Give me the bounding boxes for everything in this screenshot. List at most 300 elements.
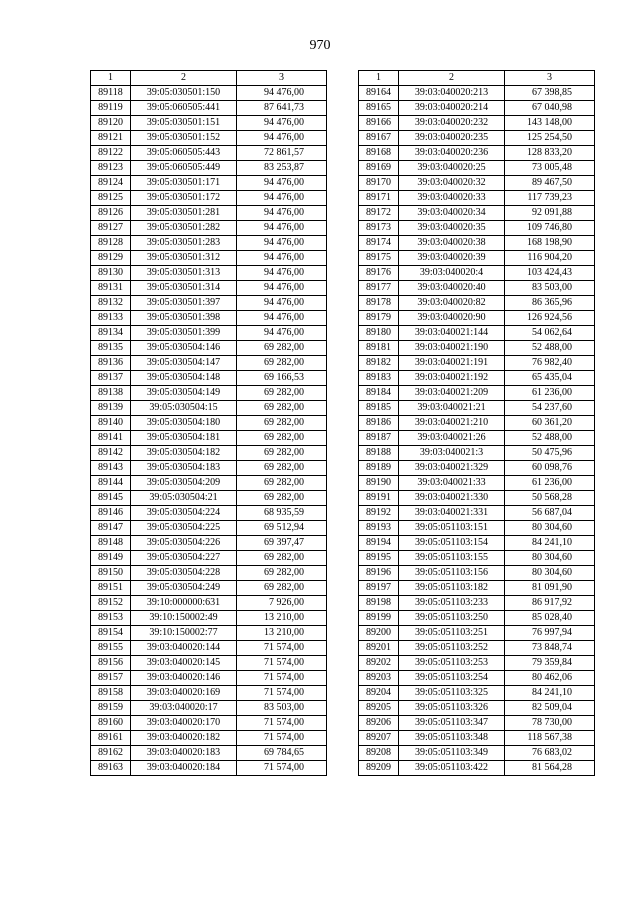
row-number-cell: 89129 [91, 251, 131, 266]
row-number-cell: 89181 [359, 341, 399, 356]
table-row [359, 716, 595, 731]
value-cell: 69 282,00 [237, 551, 327, 566]
value-cell: 94 476,00 [237, 311, 327, 326]
row-number-cell: 89154 [91, 626, 131, 641]
table-row [91, 686, 327, 701]
row-number-cell: 89184 [359, 386, 399, 401]
cadastral-number-cell: 39:05:030501:314 [131, 281, 237, 296]
table-row [91, 131, 327, 146]
row-number-cell: 89165 [359, 101, 399, 116]
value-cell: 7 926,00 [237, 596, 327, 611]
row-number-cell: 89130 [91, 266, 131, 281]
value-cell: 54 062,64 [505, 326, 595, 341]
table-row [91, 491, 327, 506]
row-number-cell: 89146 [91, 506, 131, 521]
value-cell: 67 398,85 [505, 86, 595, 101]
row-number-cell: 89209 [359, 761, 399, 776]
value-cell: 72 861,57 [237, 146, 327, 161]
value-cell: 69 282,00 [237, 386, 327, 401]
cadastral-number-cell: 39:03:040020:184 [131, 761, 237, 776]
table-row [359, 206, 595, 221]
table-row [359, 626, 595, 641]
row-number-cell: 89156 [91, 656, 131, 671]
value-cell: 80 304,60 [505, 521, 595, 536]
row-number-cell: 89198 [359, 596, 399, 611]
cadastral-number-cell: 39:05:051103:156 [399, 566, 505, 581]
table-row [91, 536, 327, 551]
cadastral-number-cell: 39:05:030504:225 [131, 521, 237, 536]
cadastral-number-cell: 39:03:040021:192 [399, 371, 505, 386]
value-cell: 69 282,00 [237, 461, 327, 476]
cadastral-number-cell: 39:03:040020:32 [399, 176, 505, 191]
table-row [91, 266, 327, 281]
row-number-cell: 89139 [91, 401, 131, 416]
value-cell: 84 241,10 [505, 686, 595, 701]
table-row [359, 101, 595, 116]
table-row [359, 221, 595, 236]
value-cell: 92 091,88 [505, 206, 595, 221]
cadastral-number-cell: 39:05:060505:449 [131, 161, 237, 176]
cadastral-number-cell: 39:05:051103:326 [399, 701, 505, 716]
cadastral-number-cell: 39:03:040021:26 [399, 431, 505, 446]
row-number-cell: 89143 [91, 461, 131, 476]
row-number-cell: 89163 [91, 761, 131, 776]
table-row [91, 431, 327, 446]
row-number-cell: 89170 [359, 176, 399, 191]
table-row [359, 176, 595, 191]
table-right-body [359, 86, 595, 776]
cadastral-number-cell: 39:05:030504:182 [131, 446, 237, 461]
cadastral-number-cell: 39:05:030504:249 [131, 581, 237, 596]
cadastral-number-cell: 39:03:040020:39 [399, 251, 505, 266]
cadastral-number-cell: 39:05:030504:226 [131, 536, 237, 551]
row-number-cell: 89180 [359, 326, 399, 341]
table-row [359, 566, 595, 581]
row-number-cell: 89162 [91, 746, 131, 761]
table-row [359, 686, 595, 701]
row-number-cell: 89200 [359, 626, 399, 641]
value-cell: 128 833,20 [505, 146, 595, 161]
table-row [91, 281, 327, 296]
table-row [359, 146, 595, 161]
cadastral-number-cell: 39:05:030501:313 [131, 266, 237, 281]
value-cell: 94 476,00 [237, 236, 327, 251]
value-cell: 69 397,47 [237, 536, 327, 551]
value-cell: 61 236,00 [505, 476, 595, 491]
cadastral-number-cell: 39:10:150002:49 [131, 611, 237, 626]
cadastral-number-cell: 39:03:040020:144 [131, 641, 237, 656]
value-cell: 80 462,06 [505, 671, 595, 686]
row-number-cell: 89135 [91, 341, 131, 356]
value-cell: 94 476,00 [237, 131, 327, 146]
table-row [91, 626, 327, 641]
cadastral-number-cell: 39:05:060505:441 [131, 101, 237, 116]
row-number-cell: 89136 [91, 356, 131, 371]
row-number-cell: 89166 [359, 116, 399, 131]
table-row [359, 476, 595, 491]
value-cell: 94 476,00 [237, 116, 327, 131]
table-row [91, 461, 327, 476]
row-number-cell: 89194 [359, 536, 399, 551]
row-number-cell: 89167 [359, 131, 399, 146]
table-row [359, 341, 595, 356]
table-row [91, 566, 327, 581]
row-number-cell: 89197 [359, 581, 399, 596]
cadastral-number-cell: 39:03:040020:34 [399, 206, 505, 221]
row-number-cell: 89196 [359, 566, 399, 581]
table-row [359, 446, 595, 461]
value-cell: 69 282,00 [237, 491, 327, 506]
table-row [91, 206, 327, 221]
cadastral-number-cell: 39:05:030501:399 [131, 326, 237, 341]
table-row [91, 296, 327, 311]
cadastral-number-cell: 39:05:051103:325 [399, 686, 505, 701]
cadastral-number-cell: 39:03:040020:35 [399, 221, 505, 236]
cadastral-number-cell: 39:05:030504:148 [131, 371, 237, 386]
table-row [359, 281, 595, 296]
cadastral-number-cell: 39:05:051103:151 [399, 521, 505, 536]
table-row [91, 581, 327, 596]
value-cell: 69 282,00 [237, 401, 327, 416]
row-number-cell: 89147 [91, 521, 131, 536]
value-cell: 78 730,00 [505, 716, 595, 731]
table-row [91, 341, 327, 356]
cadastral-number-cell: 39:05:051103:182 [399, 581, 505, 596]
row-number-cell: 89206 [359, 716, 399, 731]
cadastral-number-cell: 39:05:030501:172 [131, 191, 237, 206]
value-cell: 69 282,00 [237, 446, 327, 461]
table-row [91, 221, 327, 236]
cadastral-number-cell: 39:05:030501:152 [131, 131, 237, 146]
cadastral-number-cell: 39:03:040021:21 [399, 401, 505, 416]
row-number-cell: 89187 [359, 431, 399, 446]
value-cell: 69 166,53 [237, 371, 327, 386]
cadastral-number-cell: 39:03:040020:82 [399, 296, 505, 311]
row-number-cell: 89195 [359, 551, 399, 566]
cadastral-number-cell: 39:05:030504:147 [131, 356, 237, 371]
row-number-cell: 89137 [91, 371, 131, 386]
table-header-row [91, 71, 327, 86]
table-row [91, 161, 327, 176]
row-number-cell: 89128 [91, 236, 131, 251]
table-row [359, 431, 595, 446]
cadastral-number-cell: 39:05:051103:233 [399, 596, 505, 611]
cadastral-number-cell: 39:03:040020:145 [131, 656, 237, 671]
cadastral-number-cell: 39:05:051103:250 [399, 611, 505, 626]
row-number-cell: 89127 [91, 221, 131, 236]
value-cell: 117 739,23 [505, 191, 595, 206]
row-number-cell: 89145 [91, 491, 131, 506]
cadastral-number-cell: 39:03:040020:213 [399, 86, 505, 101]
cadastral-number-cell: 39:03:040021:331 [399, 506, 505, 521]
column-header-3: 3 [237, 71, 327, 86]
cadastral-number-cell: 39:05:030504:227 [131, 551, 237, 566]
table-row [91, 371, 327, 386]
row-number-cell: 89122 [91, 146, 131, 161]
table-row [91, 701, 327, 716]
cadastral-number-cell: 39:05:030501:171 [131, 176, 237, 191]
cadastral-number-cell: 39:05:030501:151 [131, 116, 237, 131]
value-cell: 71 574,00 [237, 761, 327, 776]
table-row [359, 311, 595, 326]
cadastral-number-cell: 39:03:040020:4 [399, 266, 505, 281]
cadastral-number-cell: 39:03:040021:329 [399, 461, 505, 476]
table-row [359, 461, 595, 476]
table-row [359, 296, 595, 311]
value-cell: 52 488,00 [505, 341, 595, 356]
cadastral-number-cell: 39:03:040021:3 [399, 446, 505, 461]
column-header-3: 3 [505, 71, 595, 86]
value-cell: 168 198,90 [505, 236, 595, 251]
cadastral-number-cell: 39:03:040021:330 [399, 491, 505, 506]
row-number-cell: 89121 [91, 131, 131, 146]
cadastral-number-cell: 39:05:030504:21 [131, 491, 237, 506]
row-number-cell: 89190 [359, 476, 399, 491]
row-number-cell: 89203 [359, 671, 399, 686]
row-number-cell: 89191 [359, 491, 399, 506]
column-header-1: 1 [91, 71, 131, 86]
value-cell: 73 005,48 [505, 161, 595, 176]
cadastral-number-cell: 39:05:051103:252 [399, 641, 505, 656]
cadastral-number-cell: 39:03:040021:33 [399, 476, 505, 491]
table-row [91, 101, 327, 116]
row-number-cell: 89132 [91, 296, 131, 311]
value-cell: 69 282,00 [237, 476, 327, 491]
table-row [359, 161, 595, 176]
row-number-cell: 89142 [91, 446, 131, 461]
cadastral-number-cell: 39:05:030504:180 [131, 416, 237, 431]
table-row [359, 701, 595, 716]
row-number-cell: 89159 [91, 701, 131, 716]
cadastral-number-cell: 39:05:030501:150 [131, 86, 237, 101]
row-number-cell: 89120 [91, 116, 131, 131]
row-number-cell: 89178 [359, 296, 399, 311]
value-cell: 81 091,90 [505, 581, 595, 596]
row-number-cell: 89208 [359, 746, 399, 761]
cadastral-number-cell: 39:05:030501:281 [131, 206, 237, 221]
table-row [91, 446, 327, 461]
value-cell: 50 568,28 [505, 491, 595, 506]
table-row [91, 506, 327, 521]
cadastral-number-cell: 39:05:051103:422 [399, 761, 505, 776]
table-row [91, 746, 327, 761]
table-row [91, 146, 327, 161]
value-cell: 67 040,98 [505, 101, 595, 116]
row-number-cell: 89119 [91, 101, 131, 116]
table-row [359, 581, 595, 596]
table-right [358, 70, 595, 776]
table-row [359, 611, 595, 626]
cadastral-number-cell: 39:05:030501:312 [131, 251, 237, 266]
cadastral-number-cell: 39:05:030504:183 [131, 461, 237, 476]
table-row [359, 251, 595, 266]
cadastral-number-cell: 39:05:051103:347 [399, 716, 505, 731]
value-cell: 76 982,40 [505, 356, 595, 371]
row-number-cell: 89133 [91, 311, 131, 326]
column-header-2: 2 [131, 71, 237, 86]
value-cell: 86 917,92 [505, 596, 595, 611]
row-number-cell: 89173 [359, 221, 399, 236]
row-number-cell: 89182 [359, 356, 399, 371]
row-number-cell: 89144 [91, 476, 131, 491]
row-number-cell: 89192 [359, 506, 399, 521]
row-number-cell: 89152 [91, 596, 131, 611]
value-cell: 94 476,00 [237, 266, 327, 281]
table-row [359, 401, 595, 416]
table-row [91, 416, 327, 431]
table-row [359, 266, 595, 281]
table-row [91, 611, 327, 626]
row-number-cell: 89175 [359, 251, 399, 266]
row-number-cell: 89126 [91, 206, 131, 221]
value-cell: 94 476,00 [237, 251, 327, 266]
value-cell: 71 574,00 [237, 656, 327, 671]
row-number-cell: 89160 [91, 716, 131, 731]
table-left [90, 70, 327, 776]
table-row [91, 551, 327, 566]
row-number-cell: 89186 [359, 416, 399, 431]
table-row [91, 176, 327, 191]
table-row [359, 191, 595, 206]
value-cell: 69 282,00 [237, 581, 327, 596]
cadastral-number-cell: 39:05:030504:15 [131, 401, 237, 416]
cadastral-number-cell: 39:05:060505:443 [131, 146, 237, 161]
table-row [91, 731, 327, 746]
row-number-cell: 89201 [359, 641, 399, 656]
column-header-2: 2 [399, 71, 505, 86]
cadastral-number-cell: 39:03:040021:210 [399, 416, 505, 431]
cadastral-number-cell: 39:03:040020:235 [399, 131, 505, 146]
cadastral-number-cell: 39:05:030504:181 [131, 431, 237, 446]
row-number-cell: 89124 [91, 176, 131, 191]
table-row [359, 746, 595, 761]
table-row [359, 386, 595, 401]
value-cell: 76 997,94 [505, 626, 595, 641]
value-cell: 118 567,38 [505, 731, 595, 746]
row-number-cell: 89189 [359, 461, 399, 476]
value-cell: 54 237,60 [505, 401, 595, 416]
value-cell: 103 424,43 [505, 266, 595, 281]
table-row [359, 491, 595, 506]
cadastral-number-cell: 39:05:030504:224 [131, 506, 237, 521]
value-cell: 71 574,00 [237, 716, 327, 731]
cadastral-number-cell: 39:03:040021:209 [399, 386, 505, 401]
row-number-cell: 89204 [359, 686, 399, 701]
value-cell: 86 365,96 [505, 296, 595, 311]
table-row [91, 656, 327, 671]
table-row [91, 236, 327, 251]
cadastral-number-cell: 39:03:040020:90 [399, 311, 505, 326]
row-number-cell: 89205 [359, 701, 399, 716]
table-row [359, 236, 595, 251]
table-row [91, 476, 327, 491]
cadastral-number-cell: 39:05:030504:209 [131, 476, 237, 491]
table-row [91, 311, 327, 326]
value-cell: 83 503,00 [237, 701, 327, 716]
row-number-cell: 89148 [91, 536, 131, 551]
table-row [359, 641, 595, 656]
row-number-cell: 89188 [359, 446, 399, 461]
row-number-cell: 89141 [91, 431, 131, 446]
row-number-cell: 89172 [359, 206, 399, 221]
table-row [359, 371, 595, 386]
cadastral-number-cell: 39:05:030501:397 [131, 296, 237, 311]
cadastral-number-cell: 39:05:051103:154 [399, 536, 505, 551]
table-row [359, 521, 595, 536]
table-row [359, 86, 595, 101]
row-number-cell: 89161 [91, 731, 131, 746]
row-number-cell: 89134 [91, 326, 131, 341]
cadastral-number-cell: 39:05:051103:155 [399, 551, 505, 566]
table-row [359, 326, 595, 341]
value-cell: 85 028,40 [505, 611, 595, 626]
value-cell: 94 476,00 [237, 206, 327, 221]
value-cell: 94 476,00 [237, 221, 327, 236]
value-cell: 94 476,00 [237, 281, 327, 296]
value-cell: 125 254,50 [505, 131, 595, 146]
row-number-cell: 89150 [91, 566, 131, 581]
row-number-cell: 89155 [91, 641, 131, 656]
row-number-cell: 89207 [359, 731, 399, 746]
row-number-cell: 89169 [359, 161, 399, 176]
value-cell: 94 476,00 [237, 296, 327, 311]
table-row [359, 596, 595, 611]
value-cell: 69 282,00 [237, 416, 327, 431]
value-cell: 50 475,96 [505, 446, 595, 461]
table-row [91, 326, 327, 341]
row-number-cell: 89118 [91, 86, 131, 101]
cadastral-number-cell: 39:05:051103:251 [399, 626, 505, 641]
cadastral-number-cell: 39:03:040021:191 [399, 356, 505, 371]
value-cell: 13 210,00 [237, 626, 327, 641]
value-cell: 94 476,00 [237, 191, 327, 206]
cadastral-number-cell: 39:05:030501:283 [131, 236, 237, 251]
value-cell: 87 641,73 [237, 101, 327, 116]
table-row [359, 356, 595, 371]
table-row [359, 416, 595, 431]
row-number-cell: 89179 [359, 311, 399, 326]
value-cell: 126 924,56 [505, 311, 595, 326]
table-row [91, 671, 327, 686]
table-row [359, 731, 595, 746]
table-row [359, 761, 595, 776]
column-header-1: 1 [359, 71, 399, 86]
value-cell: 69 282,00 [237, 356, 327, 371]
cadastral-number-cell: 39:03:040020:232 [399, 116, 505, 131]
row-number-cell: 89138 [91, 386, 131, 401]
row-number-cell: 89171 [359, 191, 399, 206]
row-number-cell: 89131 [91, 281, 131, 296]
table-row [359, 116, 595, 131]
cadastral-number-cell: 39:03:040020:25 [399, 161, 505, 176]
row-number-cell: 89177 [359, 281, 399, 296]
cadastral-number-cell: 39:03:040020:170 [131, 716, 237, 731]
row-number-cell: 89158 [91, 686, 131, 701]
table-row [359, 656, 595, 671]
cadastral-number-cell: 39:05:030504:228 [131, 566, 237, 581]
row-number-cell: 89125 [91, 191, 131, 206]
cadastral-number-cell: 39:03:040020:40 [399, 281, 505, 296]
value-cell: 82 509,04 [505, 701, 595, 716]
value-cell: 80 304,60 [505, 566, 595, 581]
table-left-body [91, 86, 327, 776]
value-cell: 84 241,10 [505, 536, 595, 551]
cadastral-number-cell: 39:03:040020:169 [131, 686, 237, 701]
table-row [91, 521, 327, 536]
row-number-cell: 89168 [359, 146, 399, 161]
table-row [359, 551, 595, 566]
value-cell: 94 476,00 [237, 176, 327, 191]
